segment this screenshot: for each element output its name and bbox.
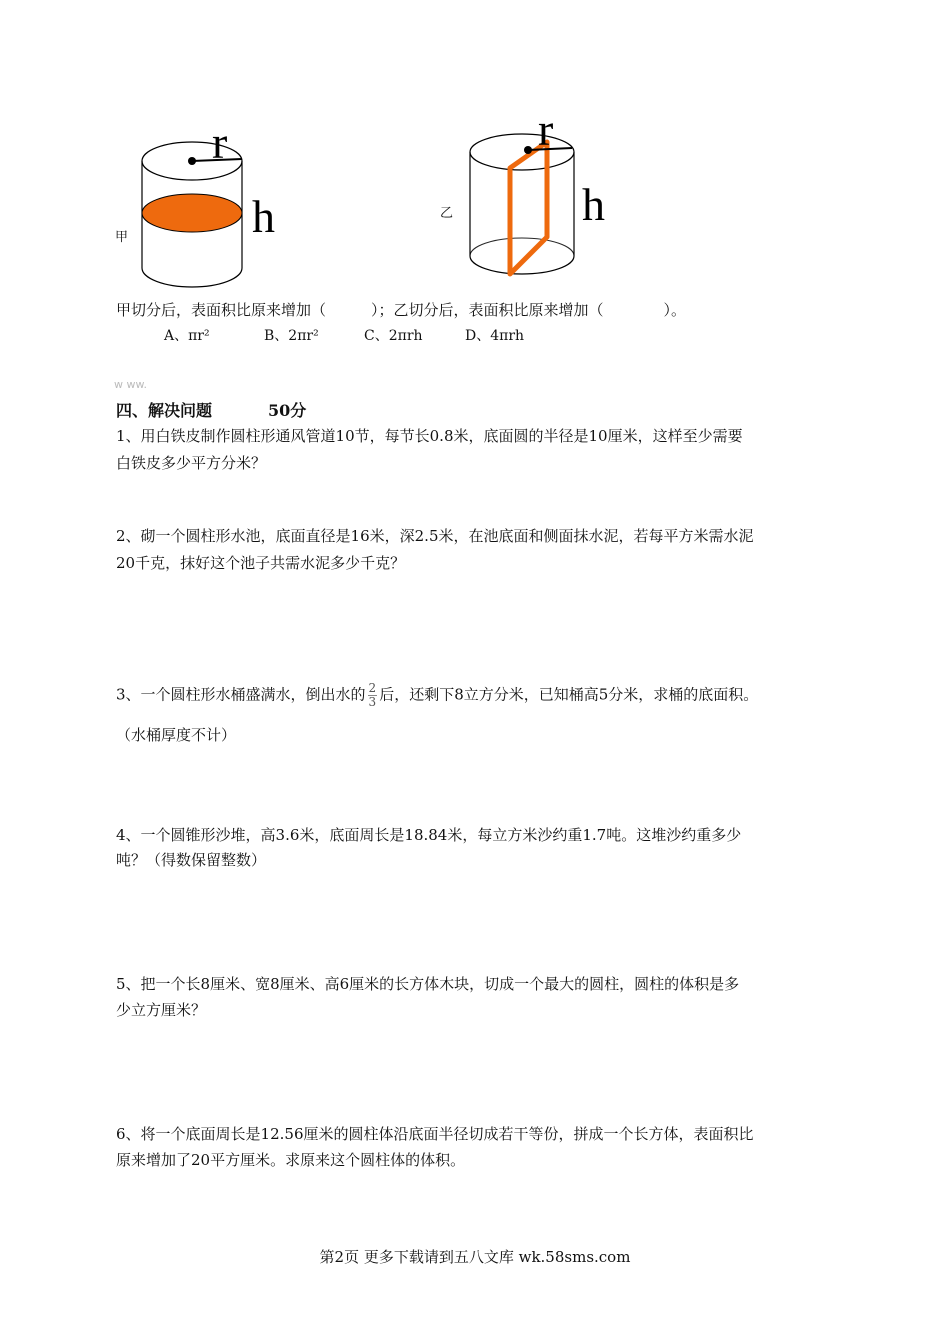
jia-cut-section [142,194,242,232]
section-score: 50分 [268,401,307,420]
problem-3-text-before: 3、一个圆柱形水桶盛满水，倒出水的 [116,685,366,704]
problem-4-line-1: 4、一个圆锥形沙堆，高3.6米，底面周长是18.84米，每立方米沙约重1.7吨。这堆沙约重多少 [116,826,742,844]
option-d: D、4πrh [465,328,525,344]
problem-1-line-1: 1、用白铁皮制作圆柱形通风管道10节，每节长0.8米，底面圆的半径是10厘米，这样至少需要 [116,427,743,445]
page-footer: 第2页 更多下载请到五八文库 wk.58sms.com [319,1248,631,1266]
question-text: 甲切分后，表面积比原来增加（ ）；乙切分后，表面积比原来增加（ ）。 [116,301,687,319]
watermark: w ww. [114,378,147,391]
yi-h-label: h [582,179,605,230]
problem-1-line-2: 白铁皮多少平方分米？ [116,454,267,472]
section-title: 四、解决问题 [116,401,213,420]
cylinder-yi [470,104,605,274]
figures [0,0,950,300]
problem-4-line-2: 吨？（得数保留整数） [116,851,267,869]
problem-3-line-2: （水桶厚度不计） [116,726,237,744]
problem-6-line-2: 原来增加了20平方厘米。求原来这个圆柱体的体积。 [116,1151,466,1169]
problem-2-line-2: 20千克，抹好这个池子共需水泥多少千克？ [116,554,406,572]
problem-3-line-1 [116,682,758,709]
jia-h-label: h [252,191,275,242]
fraction-two-thirds: $\frac{2}{3}$ [368,681,377,709]
option-a: A、πr² [164,328,210,344]
problem-6-line-1: 6、将一个底面周长是12.56厘米的圆柱体沿底面半径切成若干等份，拼成一个长方体，表面积比 [116,1125,754,1143]
yi-cut-section [510,142,547,274]
jia-label: 甲 [115,230,129,245]
problem-5-line-1: 5、把一个长8厘米、宽8厘米、高6厘米的长方体木块，切成一个最大的圆柱，圆柱的体积是多 [116,975,740,993]
yi-label: 乙 [440,206,454,221]
problem-2-line-1: 2、砌一个圆柱形水池，底面直径是16米，深2.5米，在池底面和侧面抹水泥，若每平方米需水泥 [116,527,754,545]
option-c: C、2πrh [364,328,423,344]
jia-r-label: r [212,117,228,168]
option-b: B、2πr² [264,328,319,344]
yi-r-label: r [538,104,554,155]
problem-3-text-after: 后，还剩下8立方分米，已知桶高5分米，求桶的底面积。 [379,685,759,704]
problem-5-line-2: 少立方厘米？ [116,1001,207,1019]
cylinder-jia [142,117,275,287]
